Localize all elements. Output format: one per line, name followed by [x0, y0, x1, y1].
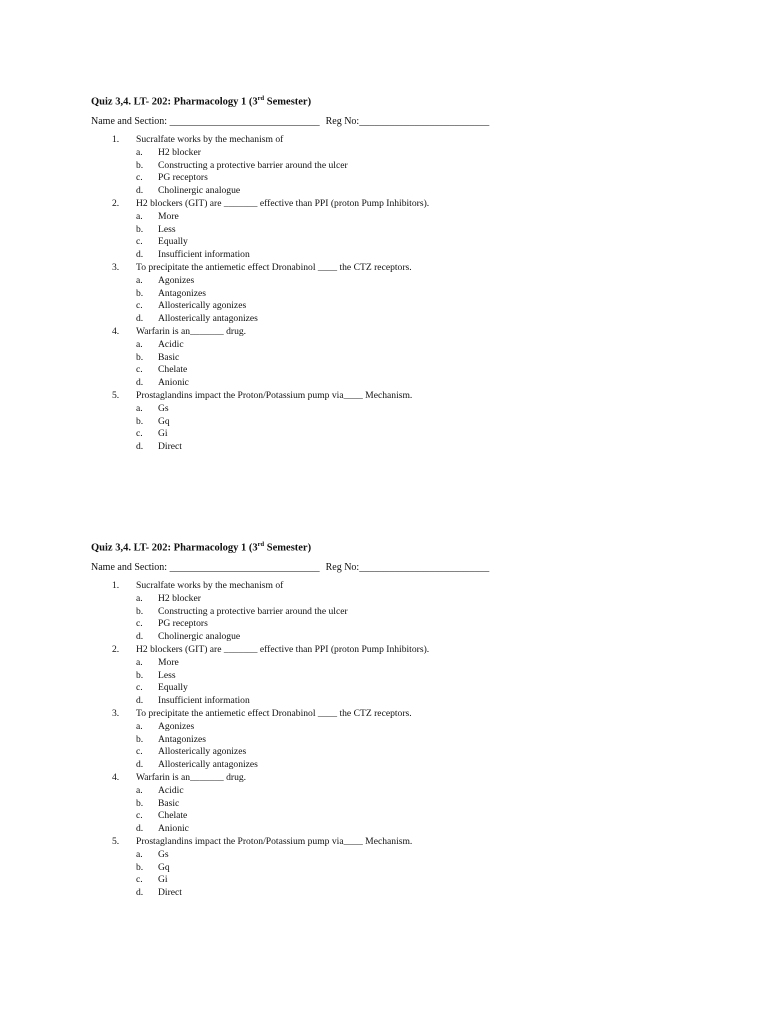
answer-option: [91, 721, 691, 734]
quiz-title-text: Quiz 3,4. LT- 202: Pharmacology 1 (3: [91, 96, 258, 108]
name-section-field: Name and Section: ______________________________: [91, 562, 320, 573]
answer-option: [91, 798, 691, 811]
option-text: Insufficient information: [158, 249, 250, 261]
option-text: Chelate: [158, 364, 188, 376]
option-letter: a.: [136, 210, 143, 222]
answer-option: [91, 849, 691, 862]
answer-option: [91, 249, 691, 262]
option-text: Gq: [158, 861, 170, 873]
answer-option: [91, 352, 691, 365]
question-number: 2.: [112, 197, 120, 209]
option-text: Insufficient information: [158, 695, 250, 707]
answer-option: [91, 172, 691, 185]
option-text: Allosterically agonizes: [158, 746, 247, 758]
answer-option: [91, 428, 691, 441]
answer-option: [91, 236, 691, 249]
question-text: Prostaglandins impact the Proton/Potassium pump via____ Mechanism.: [136, 389, 413, 401]
option-letter: d.: [136, 695, 144, 707]
option-text: Chelate: [158, 810, 188, 822]
option-letter: a.: [136, 338, 143, 350]
question-number: 1.: [112, 134, 120, 145]
answer-option: [91, 339, 691, 352]
question-list: [91, 134, 691, 454]
answer-option: [91, 288, 691, 301]
option-letter: c.: [136, 746, 143, 758]
quiz-title-text: Quiz 3,4. LT- 202: Pharmacology 1 (3: [91, 542, 258, 554]
option-letter: c.: [136, 428, 143, 440]
question-text: H2 blockers (GIT) are _______ effective than PPI (proton Pump Inhibitors).: [136, 197, 430, 209]
option-text: Gi: [158, 874, 168, 886]
question-1: [91, 580, 691, 593]
option-text: H2 blocker: [158, 146, 201, 158]
option-text: Constructing a protective barrier around the ulcer: [158, 605, 348, 617]
answer-option: [91, 618, 691, 631]
answer-option: [91, 211, 691, 224]
option-text: PG receptors: [158, 618, 208, 630]
quiz-title-superscript: rd: [257, 95, 265, 102]
option-text: More: [158, 210, 179, 222]
option-text: Cholinergic analogue: [158, 631, 241, 643]
answer-option: [91, 416, 691, 429]
option-text: Allosterically antagonizes: [158, 759, 258, 771]
question-number: 1.: [112, 580, 120, 591]
question-number: 3.: [112, 707, 120, 719]
option-text: H2 blocker: [158, 592, 201, 604]
question-text: H2 blockers (GIT) are _______ effective than PPI (proton Pump Inhibitors).: [136, 643, 430, 655]
option-letter: d.: [136, 887, 144, 899]
option-letter: d.: [136, 631, 144, 643]
option-text: Gi: [158, 428, 168, 440]
question-4: [91, 772, 691, 785]
name-reg-line: [91, 110, 691, 134]
answer-option: [91, 364, 691, 377]
option-letter: a.: [136, 402, 143, 414]
option-text: Antagonizes: [158, 733, 206, 745]
answer-option: [91, 887, 691, 900]
question-number: 4.: [112, 325, 120, 337]
quiz-title-end: Semester): [264, 542, 312, 554]
question-number: 2.: [112, 643, 120, 655]
quiz-copy-1: [91, 89, 691, 454]
option-letter: c.: [136, 618, 143, 630]
option-letter: b.: [136, 861, 144, 873]
question-text: Warfarin is an_______ drug.: [136, 325, 247, 337]
option-letter: d.: [136, 377, 144, 389]
quiz-copy-2: [91, 535, 691, 900]
answer-option: [91, 810, 691, 823]
answer-option: [91, 734, 691, 747]
option-text: Acidic: [158, 338, 184, 350]
answer-option: [91, 606, 691, 619]
option-letter: b.: [136, 287, 144, 299]
answer-option: [91, 377, 691, 390]
quiz-title-end: Semester): [264, 96, 312, 108]
option-letter: a.: [136, 146, 143, 158]
option-text: Cholinergic analogue: [158, 185, 241, 197]
question-1: [91, 134, 691, 147]
option-letter: a.: [136, 784, 143, 796]
answer-option: [91, 759, 691, 772]
answer-option: [91, 403, 691, 416]
answer-option: [91, 593, 691, 606]
option-letter: b.: [136, 223, 144, 235]
answer-option: [91, 785, 691, 798]
question-text: Warfarin is an_______ drug.: [136, 771, 247, 783]
option-text: Acidic: [158, 784, 184, 796]
answer-option: [91, 862, 691, 875]
option-letter: c.: [136, 172, 143, 184]
option-letter: b.: [136, 159, 144, 171]
option-letter: a.: [136, 274, 143, 286]
option-text: Direct: [158, 887, 182, 899]
question-5: [91, 836, 691, 849]
option-text: PG receptors: [158, 172, 208, 184]
name-reg-line: [91, 556, 691, 580]
question-number: 4.: [112, 771, 120, 783]
option-letter: b.: [136, 797, 144, 809]
option-text: Agonizes: [158, 720, 195, 732]
option-text: Antagonizes: [158, 287, 206, 299]
answer-option: [91, 147, 691, 160]
option-letter: b.: [136, 733, 144, 745]
name-section-field: Name and Section: ______________________________: [91, 116, 320, 127]
question-number: 5.: [112, 389, 120, 401]
option-letter: a.: [136, 848, 143, 860]
option-text: Basic: [158, 351, 180, 363]
question-5: [91, 390, 691, 403]
answer-option: [91, 275, 691, 288]
option-letter: d.: [136, 185, 144, 197]
option-letter: a.: [136, 720, 143, 732]
option-text: Basic: [158, 797, 180, 809]
option-text: Gq: [158, 415, 170, 427]
option-text: Constructing a protective barrier around the ulcer: [158, 159, 348, 171]
question-list: [91, 580, 691, 900]
option-text: Anionic: [158, 823, 189, 835]
answer-option: [91, 874, 691, 887]
answer-option: [91, 441, 691, 454]
question-2: [91, 644, 691, 657]
answer-option: [91, 300, 691, 313]
option-letter: d.: [136, 759, 144, 771]
answer-option: [91, 746, 691, 759]
question-4: [91, 326, 691, 339]
option-letter: d.: [136, 823, 144, 835]
option-letter: b.: [136, 605, 144, 617]
question-3: [91, 262, 691, 275]
option-letter: c.: [136, 810, 143, 822]
answer-option: [91, 695, 691, 708]
option-text: Agonizes: [158, 274, 195, 286]
option-letter: d.: [136, 441, 144, 453]
option-letter: a.: [136, 656, 143, 668]
option-text: Equally: [158, 682, 188, 694]
answer-option: [91, 682, 691, 695]
option-text: Less: [158, 223, 176, 235]
quiz-title-superscript: rd: [257, 541, 265, 548]
question-text: Sucralfate works by the mechanism of: [136, 134, 284, 145]
reg-no-field: Reg No:__________________________: [325, 116, 490, 127]
question-3: [91, 708, 691, 721]
option-text: More: [158, 656, 179, 668]
option-letter: a.: [136, 592, 143, 604]
answer-option: [91, 670, 691, 683]
option-letter: c.: [136, 364, 143, 376]
reg-no-field: Reg No:__________________________: [325, 562, 490, 573]
answer-option: [91, 823, 691, 836]
question-text: To precipitate the antiemetic effect Dronabinol ____ the CTZ receptors.: [136, 261, 412, 273]
option-text: Allosterically agonizes: [158, 300, 247, 312]
option-letter: c.: [136, 682, 143, 694]
quiz-title: [91, 535, 691, 555]
answer-option: [91, 657, 691, 670]
option-text: Anionic: [158, 377, 189, 389]
question-text: Sucralfate works by the mechanism of: [136, 580, 284, 591]
option-letter: b.: [136, 669, 144, 681]
answer-option: [91, 313, 691, 326]
option-letter: c.: [136, 300, 143, 312]
option-letter: d.: [136, 313, 144, 325]
question-number: 3.: [112, 261, 120, 273]
answer-option: [91, 631, 691, 644]
answer-option: [91, 185, 691, 198]
option-text: Allosterically antagonizes: [158, 313, 258, 325]
option-text: Direct: [158, 441, 182, 453]
question-text: Prostaglandins impact the Proton/Potassium pump via____ Mechanism.: [136, 835, 413, 847]
option-letter: b.: [136, 415, 144, 427]
option-letter: d.: [136, 249, 144, 261]
question-number: 5.: [112, 835, 120, 847]
answer-option: [91, 160, 691, 173]
option-letter: b.: [136, 351, 144, 363]
option-text: Gs: [158, 402, 169, 414]
question-2: [91, 198, 691, 211]
answer-option: [91, 224, 691, 237]
option-text: Gs: [158, 848, 169, 860]
question-text: To precipitate the antiemetic effect Dronabinol ____ the CTZ receptors.: [136, 707, 412, 719]
option-letter: c.: [136, 236, 143, 248]
quiz-title: [91, 89, 691, 109]
option-text: Less: [158, 669, 176, 681]
option-text: Equally: [158, 236, 188, 248]
option-letter: c.: [136, 874, 143, 886]
